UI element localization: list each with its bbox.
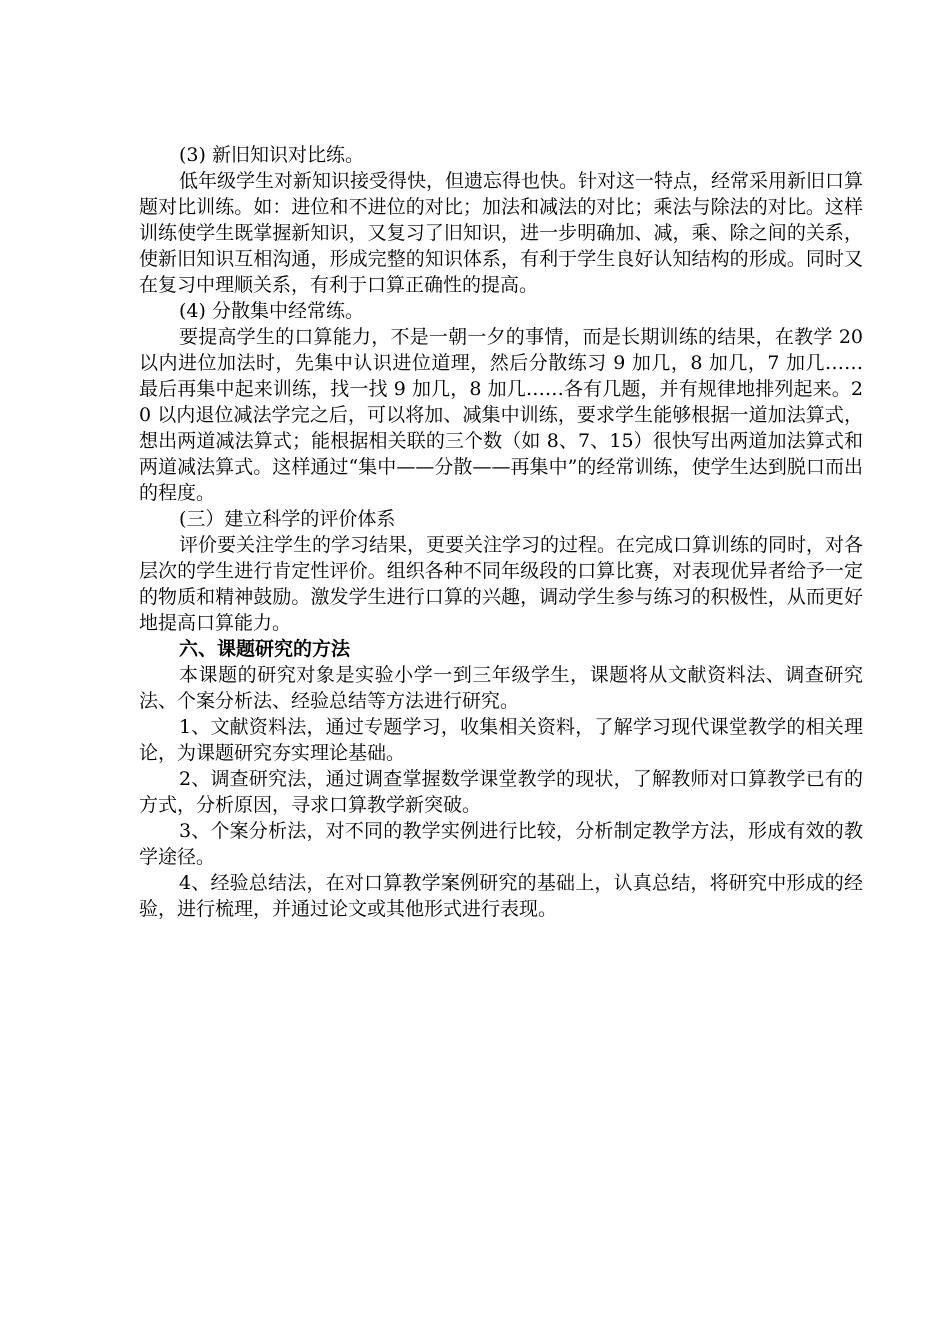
paragraph-body: 本课题的研究对象是实验小学一到三年级学生，课题将从文献资料法、调查研究法、个案分析法、经验总结等方法进行研究。 — [139, 664, 863, 712]
document-body — [139, 142, 863, 922]
paragraph-body: 要提高学生的口算能力，不是一朝一夕的事情，而是长期训练的结果，在教学 20 以内进位加法时，先集中认识进位道理，然后分散练习 9 加几，8 加几，7 加几……最后再集中起来训练，找一找 9 加几，8 加几……各有几题，并有规律地排列起来。20 以内退位减法学完之后，可以将加、减集中训练，要求学生能够根据一道加法算式，想出两道减法算式；能根据相关联的三个数（如 8、7、15）很快写出两道加法算式和两道减法算式。这样通过“集中——分散——再集中”的经常训练，使学生达到脱口而出的程度。 — [139, 326, 863, 504]
paragraph-body: 低年级学生对新知识接受得快，但遗忘得也快。针对这一特点，经常采用新旧口算题对比训练。如：进位和不进位的对比；加法和减法的对比；乘法与除法的对比。这样训练使学生既掌握新知识，又复习了旧知识，进一步明确加、减，乘、除之间的关系，使新旧知识互相沟通，形成完整的知识体系，有利于学生良好认知结构的形成。同时又在复习中理顺关系，有利于口算正确性的提高。 — [139, 170, 864, 296]
list-item-method-2: 2、调查研究法，通过调查掌握数学课堂教学的现状，了解教师对口算教学已有的方式，分析原因，寻求口算教学新突破。 — [139, 768, 863, 816]
paragraph-subheading-4: (4) 分散集中经常练。 — [179, 300, 364, 322]
paragraph-subheading-evaluation: (三）建立科学的评价体系 — [179, 508, 396, 530]
paragraph-body: 评价要关注学生的学习结果，更要关注学习的过程。在完成口算训练的同时，对各层次的学生进行肯定性评价。组织各种不同年级段的口算比赛，对表现优异者给予一定的物质和精神鼓励。激发学生进行口算的兴趣，调动学生参与练习的积极性，从而更好地提高口算能力。 — [139, 534, 864, 634]
list-item-method-1: 1、文献资料法，通过专题学习，收集相关资料，了解学习现代课堂教学的相关理论，为课题研究夯实理论基础。 — [139, 716, 863, 764]
list-item-method-3: 3、个案分析法，对不同的教学实例进行比较，分析制定教学方法，形成有效的教学途径。 — [139, 820, 863, 868]
paragraph-subheading-3: (3) 新旧知识对比练。 — [179, 144, 364, 166]
section-heading-research-methods: 六、课题研究的方法 — [179, 638, 351, 660]
list-item-method-4: 4、经验总结法，在对口算教学案例研究的基础上，认真总结，将研究中形成的经验，进行梳理，并通过论文或其他形式进行表现。 — [139, 872, 863, 920]
